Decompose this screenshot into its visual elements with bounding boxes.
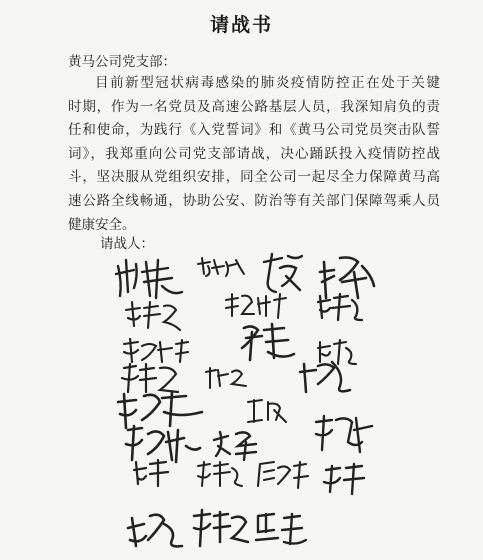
handwritten-signature: [196, 460, 244, 488]
handwritten-signature: [196, 254, 246, 280]
handwritten-signature: [112, 252, 192, 302]
handwritten-signature: [246, 396, 290, 426]
body-line: 目前新型冠状病毒感染的肺炎疫情防控正在处于关键: [95, 75, 440, 91]
handwritten-signature: [298, 356, 354, 396]
handwritten-signature: [224, 292, 290, 320]
handwritten-signature: [322, 462, 366, 496]
handwritten-signature: [312, 412, 376, 454]
handwritten-signature: [124, 300, 182, 334]
handwritten-signature: [132, 458, 172, 488]
handwritten-signature: [254, 510, 308, 548]
body-line: 任和使命，为践行《入党誓词》和《黄马公司党员突击队誓: [68, 122, 440, 139]
handwritten-signature: [258, 250, 306, 298]
body-line: 健康安全。: [68, 216, 136, 233]
body-line: 词》，我郑重向公司党支部请战，决心踊跃投入疫情防控战: [68, 145, 440, 162]
salutation: 黄马公司党支部：: [68, 54, 176, 70]
handwritten-signature: [316, 292, 364, 322]
handwritten-signature: [238, 320, 298, 364]
handwritten-signature: [256, 460, 312, 490]
handwritten-signature: [126, 510, 184, 550]
body-line: 斗，坚决服从党组织安排，同全公司一起尽全力保障黄马高: [68, 169, 440, 186]
body-line: 速公路全线畅通，协助公安、防治等有关部门保障驾乘人员: [68, 192, 440, 209]
handwritten-signature: [210, 428, 260, 462]
body-line: 时期，作为一名党员及高速公路基层人员，我深知肩负的责: [68, 98, 440, 115]
handwritten-signature: [204, 366, 248, 390]
signers-label: 请战人：: [100, 236, 154, 252]
handwritten-signature: [190, 508, 250, 548]
document-title: 请战书: [209, 14, 273, 36]
